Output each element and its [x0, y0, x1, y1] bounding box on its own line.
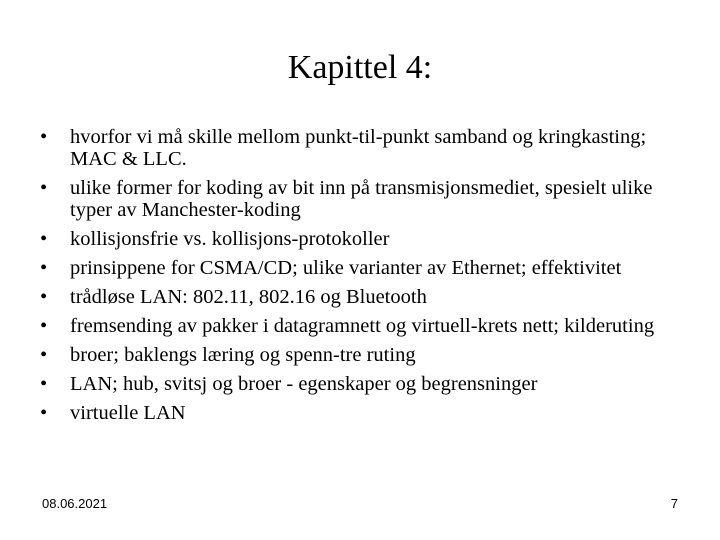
bullet-dot-icon: • — [40, 126, 48, 148]
list-item — [40, 373, 680, 395]
list-item — [40, 402, 680, 424]
bullet-dot-icon: • — [40, 344, 48, 366]
list-item — [40, 286, 680, 308]
list-item — [40, 315, 680, 337]
bullet-dot-icon: • — [40, 286, 48, 308]
bullet-list — [40, 126, 680, 431]
list-item-text: prinsippene for CSMA/CD; ulike varianter av Ethernet; effektivitet — [70, 257, 622, 279]
bullet-dot-icon: • — [40, 228, 48, 250]
footer-date: 08.06.2021 — [42, 496, 108, 511]
list-item-text: virtuelle LAN — [70, 402, 186, 424]
bullet-dot-icon: • — [40, 257, 48, 279]
bullet-dot-icon: • — [40, 177, 48, 199]
list-item-text: kollisjonsfrie vs. kollisjons-protokoller — [70, 228, 390, 250]
list-item — [40, 126, 680, 170]
list-item-text: ulike former for koding av bit inn på transmisjonsmediet, spesielt ulike typer av Manchester-koding — [70, 177, 653, 221]
bullet-dot-icon: • — [40, 315, 48, 337]
bullet-dot-icon: • — [40, 402, 48, 424]
list-item-text: hvorfor vi må skille mellom punkt-til-punkt samband og kringkasting; MAC & LLC. — [70, 126, 647, 170]
list-item-text: broer; baklengs læring og spenn-tre ruting — [70, 344, 416, 366]
list-item — [40, 257, 680, 279]
slide-title: Kapittel 4: — [287, 49, 433, 86]
list-item-text: trådløse LAN: 802.11, 802.16 og Bluetooth — [70, 286, 427, 308]
list-item — [40, 228, 680, 250]
list-item-text: LAN; hub, svitsj og broer - egenskaper og begrensninger — [70, 373, 538, 395]
page-number: 7 — [670, 496, 678, 511]
list-item-text: fremsending av pakker i datagramnett og virtuell-krets nett; kilderuting — [70, 315, 655, 337]
list-item — [40, 344, 680, 366]
bullet-dot-icon: • — [40, 373, 48, 395]
list-item — [40, 177, 680, 221]
